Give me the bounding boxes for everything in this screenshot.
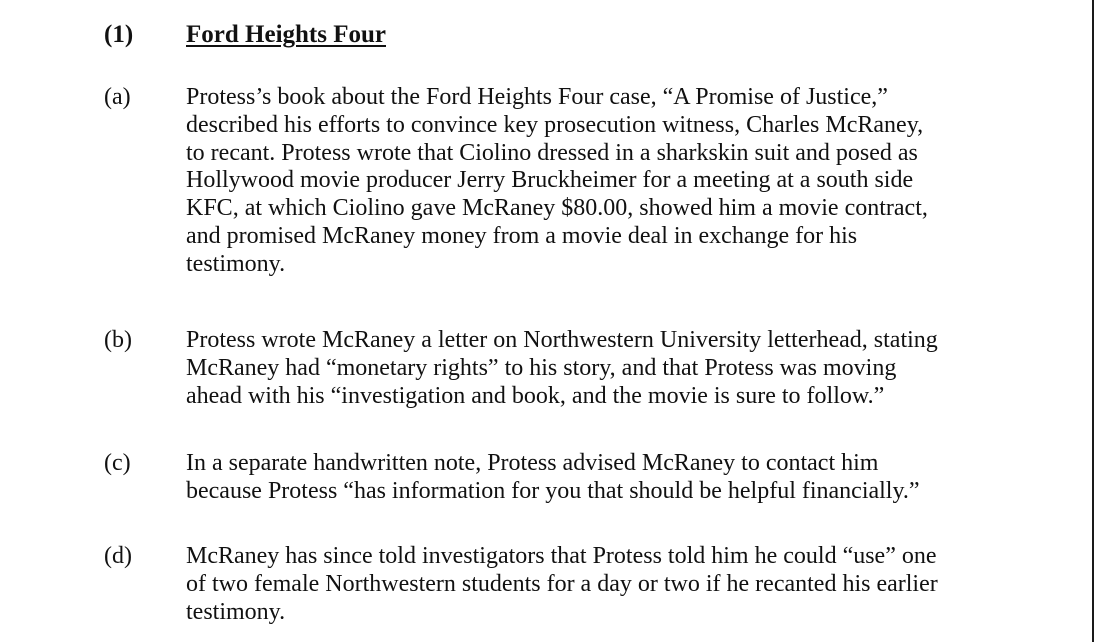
item-label-b: (b) [104, 327, 132, 353]
text-line: described his efforts to convince key prosecution witness, Charles McRaney, [186, 111, 924, 138]
section-title: Ford Heights Four [186, 21, 386, 48]
text-line: because Protess “has information for you that should be helpful financially.” [186, 477, 920, 504]
text-line: KFC, at which Ciolino gave McRaney $80.00, showed him a movie contract, [186, 195, 928, 222]
item-text-d [186, 543, 1026, 626]
item-text-a [186, 84, 1026, 279]
text-line: McRaney had “monetary rights” to his story, and that Protess was moving [186, 354, 897, 381]
item-label-c: (c) [104, 450, 131, 476]
text-line: ahead with his “investigation and book, and the movie is sure to follow.” [186, 382, 885, 409]
text-line: Protess wrote McRaney a letter on Northwestern University letterhead, stating [186, 327, 938, 353]
text-line: testimony. [186, 250, 286, 277]
text-line: McRaney has since told investigators that Protess told him he could “use” one [186, 543, 937, 569]
text-line: testimony. [186, 598, 286, 625]
section-number: (1) [104, 21, 134, 48]
text-line: and promised McRaney money from a movie deal in exchange for his [186, 222, 858, 249]
text-line: of two female Northwestern students for a day or two if he recanted his earlier [186, 570, 938, 597]
page-edge-border [1092, 0, 1094, 642]
text-line: In a separate handwritten note, Protess advised McRaney to contact him [186, 450, 879, 476]
text-line: Hollywood movie producer Jerry Bruckheimer for a meeting at a south side [186, 167, 914, 194]
text-line: Protess’s book about the Ford Heights Four case, “A Promise of Justice,” [186, 84, 888, 110]
item-label-d: (d) [104, 543, 132, 569]
item-label-a: (a) [104, 84, 131, 110]
item-text-c [186, 450, 1026, 506]
item-text-b [186, 327, 1026, 410]
text-line: to recant. Protess wrote that Ciolino dressed in a sharkskin suit and posed as [186, 139, 918, 166]
